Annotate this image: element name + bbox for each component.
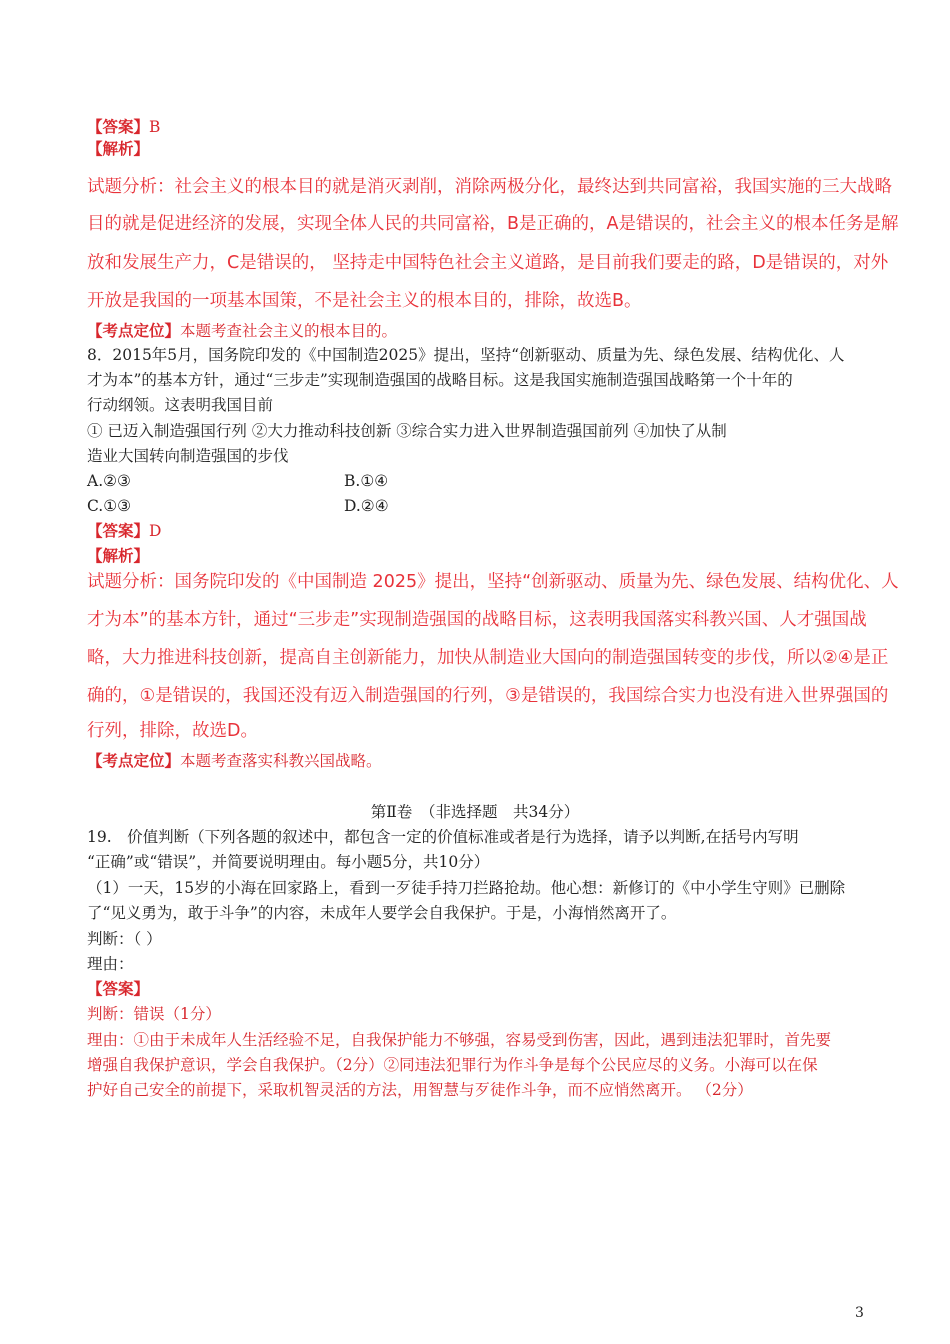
section2-title: 第Ⅱ卷 （非选择题 共34分） [370, 803, 580, 821]
q8-answer [87, 521, 161, 541]
q19-answer-line-1: 判断：错误（1分） [87, 1005, 221, 1023]
q8-kaodian-text: 本题考查落实科教兴国战略。 [180, 752, 382, 770]
q7-kaodian-label: 【考点定位】 [87, 322, 181, 340]
q7-answer-label: 【答案】 [87, 118, 150, 136]
page-number: 3 [855, 1305, 864, 1321]
q8-kaodian [87, 751, 382, 771]
q7-answer [87, 117, 160, 137]
q7-analysis-line-4: 开放是我国的一项基本国策，不是社会主义的根本目的，排除，故选B。 [87, 291, 642, 311]
q8-statements-line-1: ① 已迈入制造强国行列 ②大力推动科技创新 ③综合实力进入世界制造强国前列 ④加快了从制 [87, 422, 727, 440]
q8-stem-line-2: 才为本”的基本方针，通过“三步走”实现制造强国的战略目标。这是我国实施制造强国战略第一个十年的 [87, 371, 793, 389]
q19-judge-blank: 判断：（ ） [87, 930, 162, 948]
q19-answer-line-2: 理由：①由于未成年人生活经验不足，自我保护能力不够强，容易受到伤害，因此，遇到违法犯罪时，首先要 [87, 1031, 832, 1049]
q8-answer-label: 【答案】 [87, 522, 150, 540]
q19-reason-blank: 理由： [87, 955, 134, 973]
q7-analysis-line-1: 试题分析：社会主义的根本目的就是消灭剥削，消除两极分化，最终达到共同富裕，我国实施的三大战略 [87, 177, 892, 197]
q8-analysis-line-3: 略，大力推进科技创新，提高自主创新能力，加快从制造业大国向的制造强国转变的步伐，所以②④是正 [87, 648, 889, 668]
q8-kaodian-label: 【考点定位】 [87, 752, 181, 770]
q8-option-c: C.①③ [87, 497, 132, 515]
q8-analysis-line-2: 才为本”的基本方针，通过“三步走”实现制造强国的战略目标，这表明我国落实科教兴国、人才强国战 [87, 610, 867, 630]
q19-stem-line-3: （1）一天，15岁的小海在回家路上，看到一歹徒手持刀拦路抢劫。他心想：新修订的《中小学生守则》已删除 [87, 879, 846, 897]
q7-analysis-line-3: 放和发展生产力，C是错误的， 坚持走中国特色社会主义道路，是目前我们要走的路，D是错误的，对外 [87, 253, 889, 273]
q8-analysis-label: 【解析】 [87, 547, 150, 565]
q7-analysis-line-2: 目的就是促进经济的发展，实现全体人民的共同富裕，B是正确的，A是错误的，社会主义的根本任务是解 [87, 214, 899, 234]
q8-answer-value: D [149, 522, 162, 540]
q19-answer-line-4: 护好自己安全的前提下，采取机智灵活的方法，用智慧与歹徒作斗争，而不应悄然离开。 （2分） [87, 1081, 753, 1099]
q8-analysis-line-4: 确的，①是错误的，我国还没有迈入制造强国的行列，③是错误的，我国综合实力也没有进入世界强国的 [87, 686, 889, 706]
q19-stem-line-1: 19. 价值判断（下列各题的叙述中，都包含一定的价值标准或者是行为选择，请予以判断,在括号内写明 [87, 828, 799, 846]
q19-stem-line-4: 了“见义勇为，敢于斗争”的内容，未成年人要学会自我保护。于是，小海悄然离开了。 [87, 904, 677, 922]
q8-option-d: D.②④ [344, 497, 389, 515]
q8-option-a: A.②③ [87, 472, 131, 490]
q7-kaodian-text: 本题考查社会主义的根本目的。 [180, 322, 398, 340]
q7-answer-value: B [149, 118, 161, 136]
q8-statements-line-2: 造业大国转向制造强国的步伐 [87, 447, 289, 465]
q8-option-b: B.①④ [344, 472, 389, 490]
q19-answer-label: 【答案】 [87, 980, 150, 998]
q19-stem-line-2: “正确”或“错误”，并简要说明理由。每小题5分，共10分） [87, 853, 490, 871]
q8-stem-line-1: 8．2015年5月，国务院印发的《中国制造2025》提出，坚持“创新驱动、质量为先、绿色发展、结构优化、人 [87, 346, 845, 364]
q19-answer-line-3: 增强自我保护意识，学会自我保护。（2分）②同违法犯罪行为作斗争是每个公民应尽的义务。小海可以在保 [87, 1056, 818, 1074]
q7-analysis-label: 【解析】 [87, 140, 150, 158]
q8-analysis-line-1: 试题分析：国务院印发的《中国制造 2025》提出，坚持“创新驱动、质量为先、绿色发展、结构优化、人 [87, 572, 899, 592]
q8-stem-line-3: 行动纲领。这表明我国目前 [87, 396, 274, 414]
q7-kaodian [87, 321, 397, 341]
q8-analysis-line-5: 行列，排除，故选D。 [87, 721, 258, 741]
